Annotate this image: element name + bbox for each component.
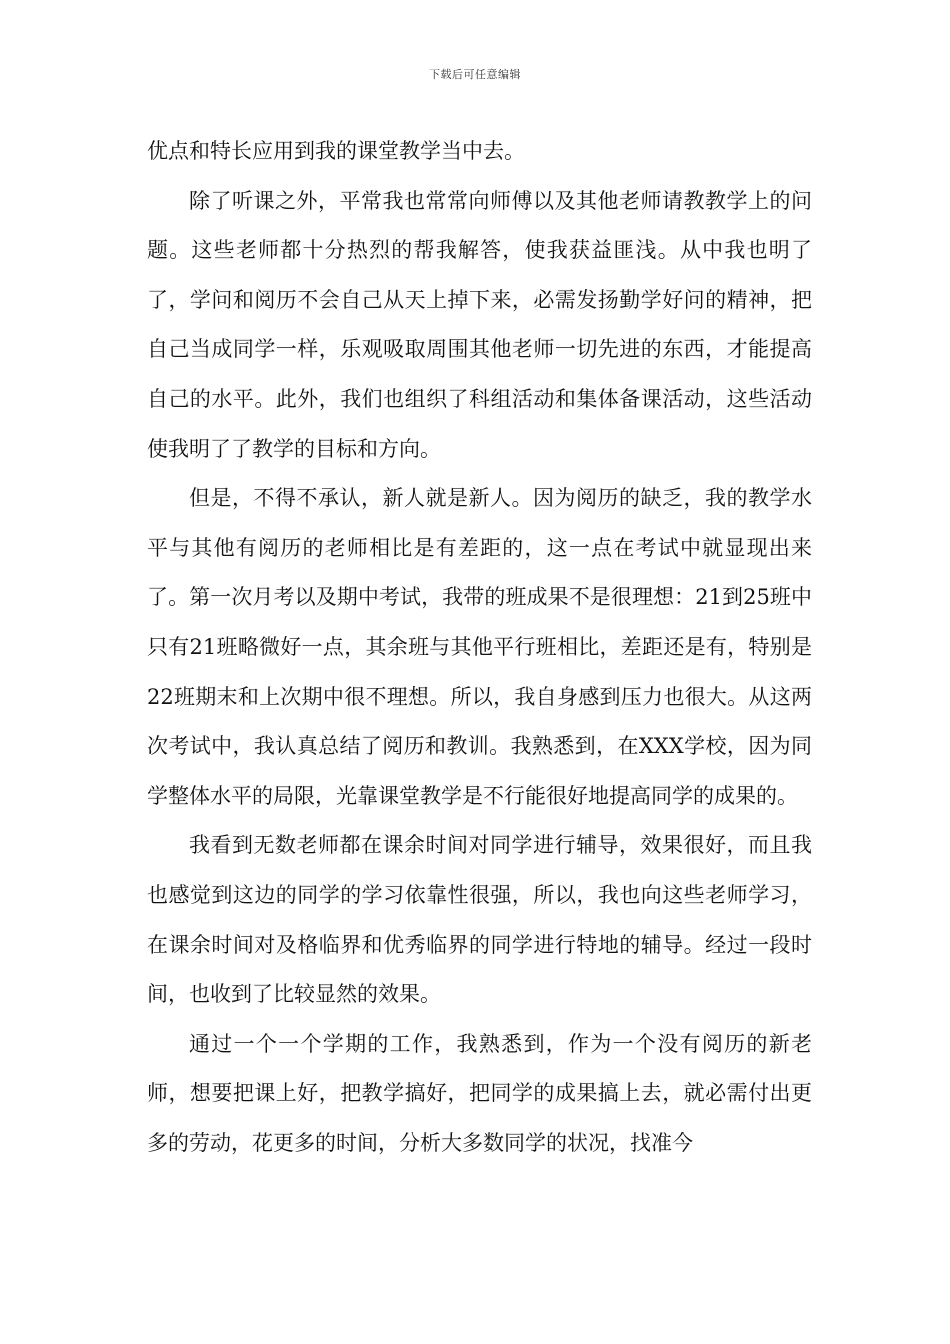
paragraph: 我看到无数老师都在课余时间对同学进行辅导，效果很好，而且我也感觉到这边的同学的学习依靠性很强，所以，我也向这些老师学习，在课余时间对及格临界和优秀临界的同学进行特地的辅导。经过一段时间，也收到了比较显然的效果。 (147, 833, 812, 1007)
paragraph: 除了听课之外，平常我也常常向师傅以及其他老师请教教学上的问题。这些老师都十分热烈的帮我解答，使我获益匪浅。从中我也明了了，学问和阅历不会自己从天上掉下来，必需发扬勤学好问的精神，把自己当成同学一样，乐观吸取周围其他老师一切先进的东西，才能提高自己的水平。此外，我们也组织了科组活动和集体备课活动，这些活动使我明了了教学的目标和方向。 (147, 188, 812, 461)
paragraph-continued: 优点和特长应用到我的课堂教学当中去。 (147, 139, 525, 163)
paragraph: 通过一个一个学期的工作，我熟悉到，作为一个没有阅历的新老师，想要把课上好，把教学搞好，把同学的成果搞上去，就必需付出更多的劳动，花更多的时间，分析大多数同学的状况，找准今 (147, 1031, 812, 1155)
document-body (147, 127, 812, 1168)
paragraph: 但是，不得不承认，新人就是新人。因为阅历的缺乏，我的教学水平与其他有阅历的老师相比是有差距的，这一点在考试中就显现出来了。第一次月考以及期中考试，我带的班成果不是很理想：21到25班中只有21班略微好一点，其余班与其他平行班相比，差距还是有，特别是22班期末和上次期中很不理想。所以，我自身感到压力也很大。从这两次考试中，我认真总结了阅历和教训。我熟悉到，在XXX学校，因为同学整体水平的局限，光靠课堂教学是不行能很好地提高同学的成果的。 (147, 486, 812, 808)
page-header: 下载后可任意编辑 (429, 68, 521, 81)
